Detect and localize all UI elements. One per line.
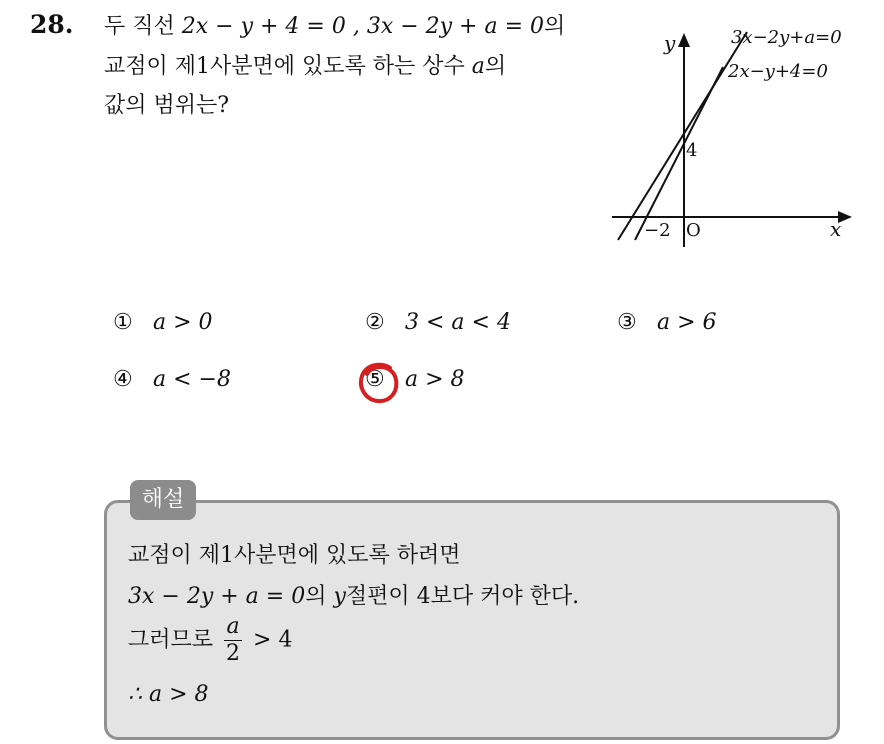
line-a-label: 3x−2y+a=0 [731,27,842,48]
graph [600,12,860,252]
choice-text: a > 0 [153,310,213,335]
choice-1[interactable] [113,310,213,335]
variable-y: y [333,584,346,609]
explanation-text: 절편이 4보다 커야 한다. [345,584,580,609]
choice-text: a > 6 [657,310,717,335]
fraction-numerator: a [226,614,240,639]
explanation-text: 의 [305,584,334,609]
line-2x-y-4 [635,67,723,240]
choice-number: ③ [617,310,637,335]
explanation-tab: 해설 [130,480,196,520]
question-line-1 [104,12,565,42]
x-intercept-label: −2 [644,220,671,241]
choice-number: ① [113,310,133,335]
y-axis-label: y [664,31,676,55]
explanation-line-3 [128,614,292,667]
choice-4[interactable] [113,367,231,392]
explanation-line-2 [128,579,579,610]
question-text: 두 직선 [104,14,182,39]
explanation-text: 그러므로 [128,627,214,653]
question-number: 28. [30,10,74,39]
question-equations: 2x − y + 4 = 0 , 3x − 2y + a = 0 [181,14,545,39]
choice-text: 3 < a < 4 [405,310,511,335]
fraction-a-over-2 [224,614,242,667]
question-line-3: 값의 범위는? [104,93,230,118]
origin-label: O [686,220,701,241]
question-text: 교점이 제1사분면에 있도록 하는 상수 [104,54,472,79]
fraction-denominator: 2 [226,641,241,666]
question-text: 의 [544,14,566,39]
x-axis-label: x [830,217,842,241]
explanation-equation: 3x − 2y + a = 0 [128,584,306,609]
choice-number: ④ [113,367,133,392]
choice-number: ⑤ [365,367,385,392]
variable-a: a [471,54,485,79]
choice-2[interactable] [365,310,511,335]
choice-text: a > 8 [405,367,465,392]
y-axis-arrow [678,33,690,47]
question-text: 의 [484,54,507,79]
choice-3[interactable] [617,310,717,335]
explanation-line-4 [128,682,209,707]
y-intercept-label: 4 [686,140,698,161]
explanation-line-1: 교점이 제1사분면에 있도록 하려면 [128,543,461,568]
explanation-conclusion: ∴ a > 8 [128,682,209,707]
question-line-2 [104,52,506,82]
choice-number: ② [365,310,385,335]
answer-circle-mark [356,360,402,406]
explanation-text: > 4 [253,627,293,653]
choice-text: a < −8 [153,367,231,392]
line-b-label: 2x−y+4=0 [728,61,828,82]
